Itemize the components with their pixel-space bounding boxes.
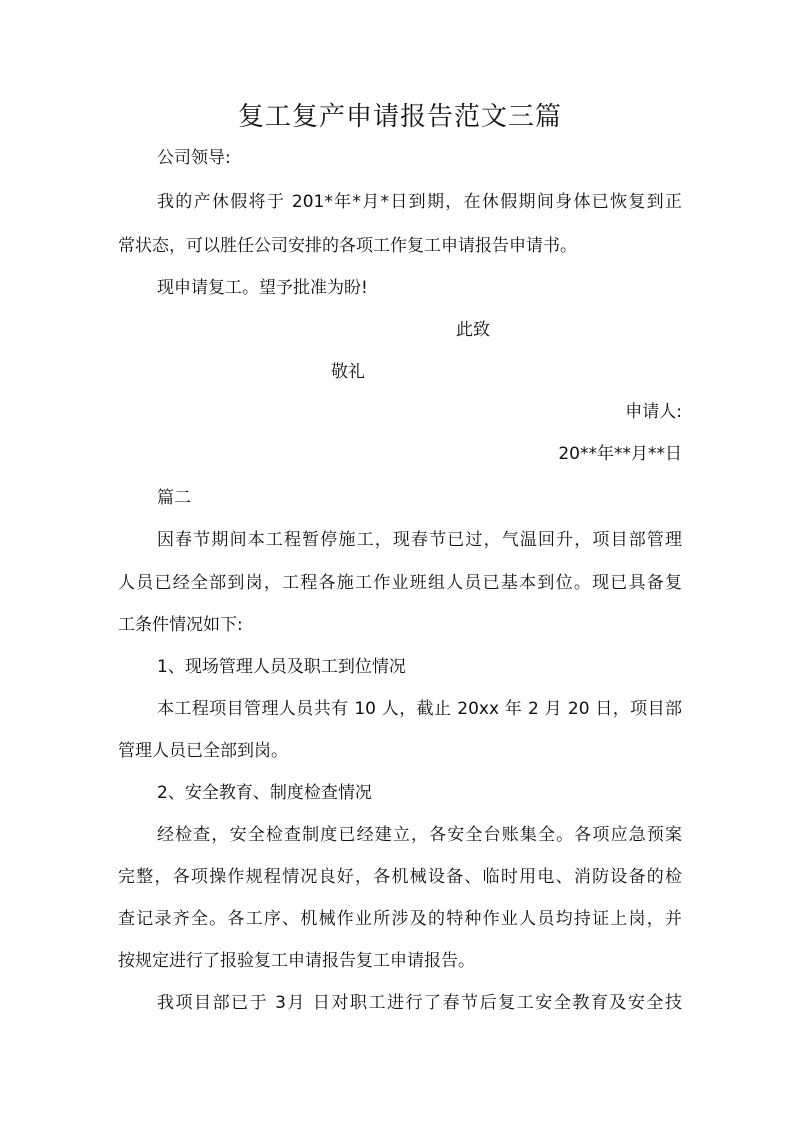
paragraph-line: 因春节期间本工程暂停施工，现春节已过，气温回升，项目部管理 [157, 530, 682, 550]
paragraph-line: 常状态，可以胜任公司安排的各项工作复工申请报告申请书。 [118, 236, 577, 256]
paragraph-line: 本工程项目管理人员共有 10 人，截止 20xx 年 2 月 20 日，项目部 [157, 699, 682, 719]
paragraph-line: 我的产休假将于 201*年*月*日到期，在休假期间身体已恢复到正 [157, 192, 682, 212]
paragraph-line: 按规定进行了报验复工申请报告复工申请报告。 [118, 951, 475, 971]
paragraph-line: 现申请复工。望予批准为盼! [157, 278, 368, 298]
closing-regards-2: 敬礼 [331, 362, 365, 382]
subheading: 1、现场管理人员及职工到位情况 [157, 657, 406, 677]
document-title: 复工复产申请报告范文三篇 [237, 102, 562, 132]
closing-regards-1: 此致 [456, 320, 490, 340]
section-heading: 篇二 [157, 488, 191, 508]
paragraph-line: 查记录齐全。各工序、机械作业所涉及的特种作业人员均持证上岗，并 [118, 909, 682, 929]
paragraph-line: 完整，各项操作规程情况良好，各机械设备、临时用电、消防设备的检 [118, 867, 682, 887]
date-line: 20**年**月**日 [558, 444, 682, 464]
subheading: 2、安全教育、制度检查情况 [157, 783, 372, 803]
applicant-label: 申请人: [625, 402, 682, 422]
paragraph-line: 人员已经全部到岗，工程各施工作业班组人员已基本到位。现已具备复 [118, 573, 682, 593]
paragraph-line: 经检查，安全检查制度已经建立，各安全台账集全。各项应急预案 [157, 825, 682, 845]
paragraph-line: 我项目部已于 3月 日对职工进行了春节后复工安全教育及安全技 [157, 993, 682, 1013]
paragraph-line: 工条件情况如下: [118, 615, 243, 635]
salutation: 公司领导: [157, 148, 231, 168]
paragraph-line: 管理人员已全部到岗。 [118, 741, 288, 761]
